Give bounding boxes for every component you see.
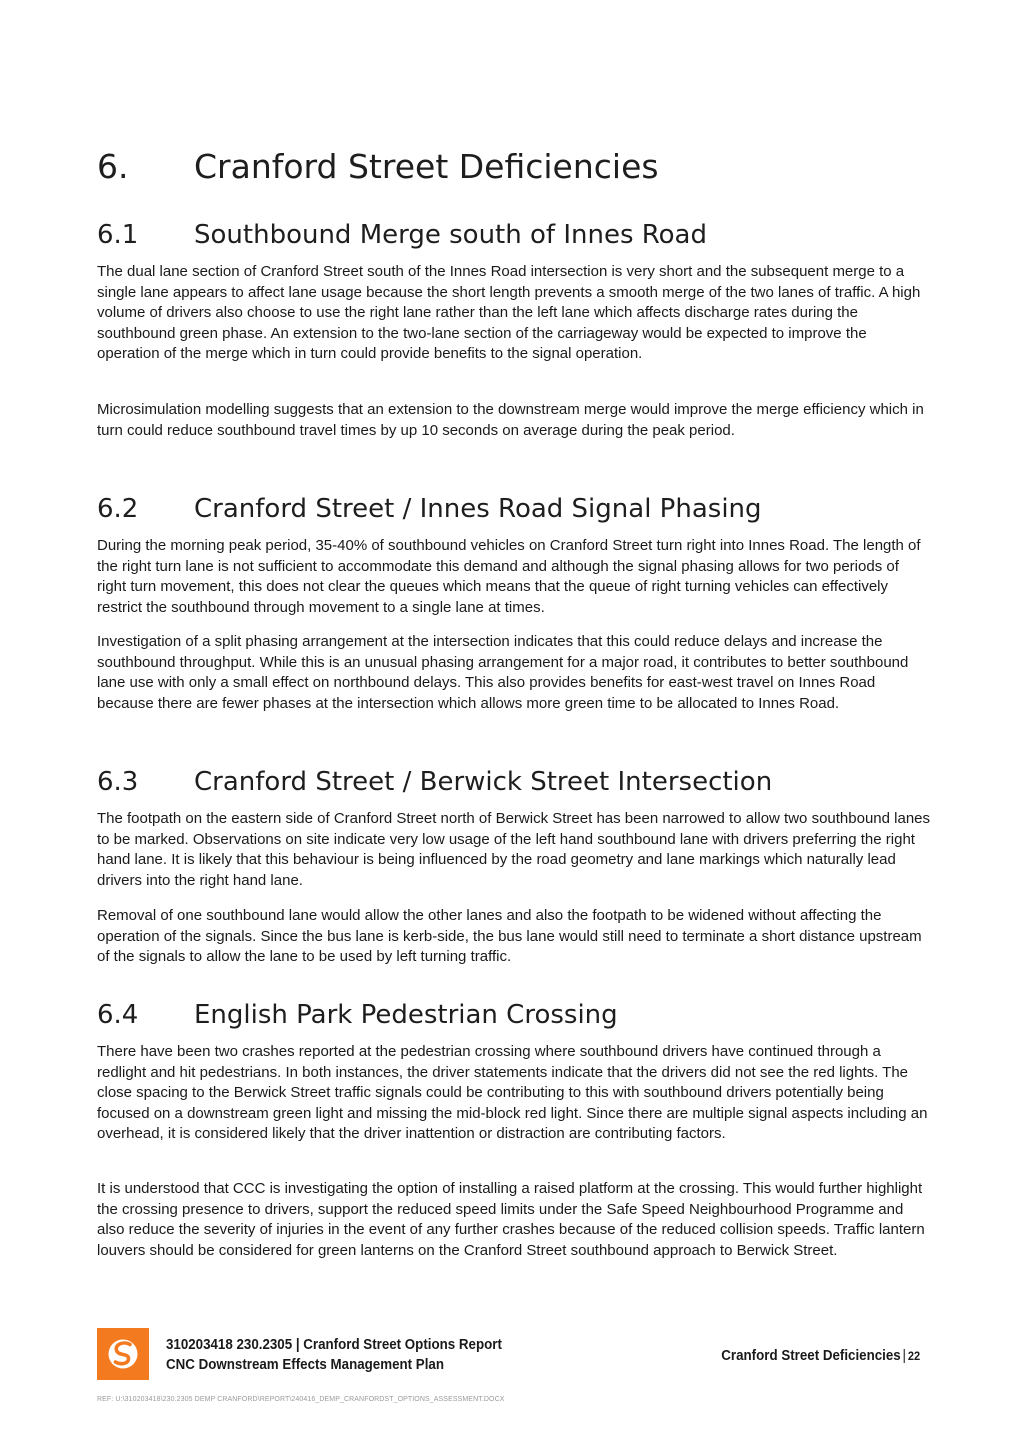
footer-separator: |	[902, 1348, 906, 1364]
chapter-number: 6.	[97, 147, 129, 186]
paragraph: During the morning peak period, 35-40% of southbound vehicles on Cranford Street turn right into Innes Road. The length of the right turn lane is not sufficient to accommodate this demand and although the signal phasing allows for two periods of right turn movement, this does not clear the queues which means that the queue of right turning vehicles can effectively restrict the southbound through movement to a single lane at times.	[97, 537, 921, 616]
section-number: 6.2	[97, 494, 139, 524]
section-heading	[97, 765, 772, 799]
footer-report-line: 310203418 230.2305 | Cranford Street Options Report	[166, 1337, 502, 1353]
paragraph: The footpath on the eastern side of Cranford Street north of Berwick Street has been narrowed to allow two southbound lanes to be marked. Observations on site indicate very low usage of the left hand southbound lane with drivers preferring the right hand lane. It is likely that this behaviour is being influenced by the road geometry and lane markings which naturally lead drivers into the right hand lane.	[97, 810, 930, 889]
section-title: Cranford Street / Berwick Street Intersection	[194, 767, 773, 797]
paragraph: Removal of one southbound lane would allow the other lanes and also the footpath to be widened without affecting the operation of the signals. Since the bus lane is kerb-side, the bus lane would still need to terminate a short distance upstream of the signals to allow the lane to be used by left turning traffic.	[97, 907, 922, 965]
logo-mark-icon	[97, 1328, 149, 1380]
section-title: English Park Pedestrian Crossing	[194, 1000, 618, 1030]
paragraph: Investigation of a split phasing arrangement at the intersection indicates that this could reduce delays and increase the southbound throughput. While this is an unusual phasing arrangement for a major road, it contributes to better southbound lane use with only a small effect on northbound delays. This also provides benefits for east-west travel on Innes Road because there are fewer phases at the intersection which allows more green time to be allocated to Innes Road.	[97, 633, 909, 712]
section-title: Cranford Street / Innes Road Signal Phasing	[194, 494, 762, 524]
section-heading	[97, 218, 707, 252]
footer-report-info	[166, 1335, 502, 1375]
section-heading	[97, 492, 762, 526]
stantec-logo-icon	[97, 1328, 149, 1380]
section-number: 6.3	[97, 767, 139, 797]
section-title: Southbound Merge south of Innes Road	[194, 220, 707, 250]
chapter-heading	[97, 146, 659, 188]
paragraph: It is understood that CCC is investigating the option of installing a raised platform at the crossing. This would further highlight the crossing presence to drivers, support the reduced speed limits under the Safe Speed Neighbourhood Programme and also reduce the severity of injuries in the event of any further crashes because of the reduced collision speeds. Traffic lantern louvers should be considered for green lanterns on the Cranford Street southbound approach to Berwick Street.	[97, 1180, 925, 1259]
chapter-title: Cranford Street Deficiencies	[194, 147, 659, 186]
page-number: 22	[907, 1349, 920, 1363]
paragraph: Microsimulation modelling suggests that an extension to the downstream merge would improve the merge efficiency which in turn could reduce southbound travel times by up 10 seconds on average during the peak period.	[97, 401, 924, 439]
section-number: 6.4	[97, 1000, 139, 1030]
footer-section-page	[721, 1346, 920, 1366]
section-number: 6.1	[97, 220, 139, 250]
footer-file-reference: REF: U:\310203418\230.2305 DEMP CRANFORD\REPORT\240416_DEMP_CRANFORDST_OPTIONS_ASSESSMENT.DOCX	[97, 1396, 505, 1403]
paragraph: There have been two crashes reported at the pedestrian crossing where southbound drivers have continued through a redlight and hit pedestrians. In both instances, the driver statements indicate that the drivers did not see the red lights. The close spacing to the Berwick Street traffic signals could be contributing to this with southbound drivers potentially being focused on a downstream green light and missing the mid-block red light. Since there are multiple signal aspects including an overhead, it is considered likely that the driver inattention or distraction are contributing factors.	[97, 1043, 928, 1142]
footer-plan-line: CNC Downstream Effects Management Plan	[166, 1357, 444, 1373]
section-heading	[97, 998, 618, 1032]
paragraph: The dual lane section of Cranford Street south of the Innes Road intersection is very short and the subsequent merge to a single lane appears to affect lane usage because the short length prevents a smooth merge of the two lanes of traffic. A high volume of drivers also choose to use the right lane rather than the left lane which affects discharge rates during the southbound green phase. An extension to the two-lane section of the carriageway would be expected to improve the operation of the merge which in turn could provide benefits to the signal operation.	[97, 263, 921, 362]
footer-section-label: Cranford Street Deficiencies	[721, 1348, 901, 1364]
